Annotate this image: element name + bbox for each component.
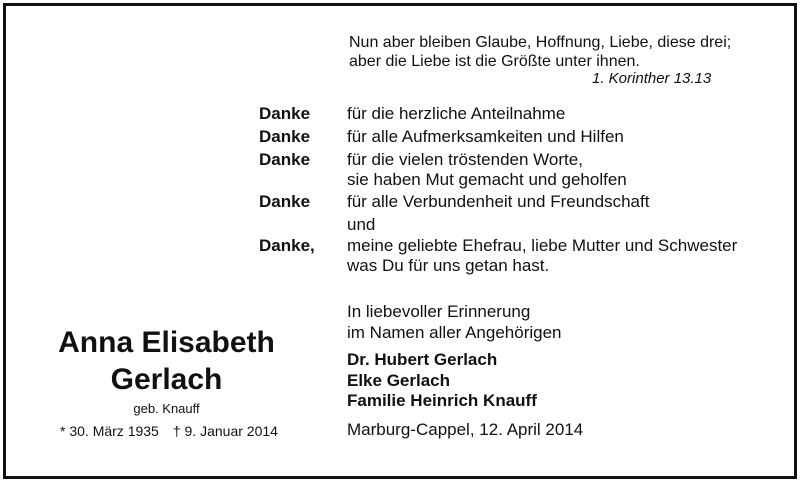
thanks-text-line: für alle Aufmerksamkeiten und Hilfen xyxy=(347,127,624,146)
thanks-keyword: Danke xyxy=(259,127,311,146)
thanks-text-line: sie haben Mut gemacht und geholfen xyxy=(347,170,627,189)
birth-date: * 30. März 1935 xyxy=(60,423,159,439)
thanks-text xyxy=(347,104,565,124)
thanks-text-line: für die vielen tröstenden Worte, xyxy=(347,150,583,169)
memorial-text xyxy=(347,301,562,343)
quote-line-1: Nun aber bleiben Glaube, Hoffnung, Liebe, diese drei; xyxy=(349,34,732,51)
bible-quote xyxy=(349,33,731,71)
thanks-text xyxy=(347,127,624,147)
thanks-text xyxy=(347,236,737,276)
thanks-keyword: Danke xyxy=(259,104,311,123)
thanks-text-line: für alle Verbundenheit und Freundschaft xyxy=(347,192,650,211)
place-date: Marburg-Cappel, 12. April 2014 xyxy=(347,420,584,439)
thanks-conjunction xyxy=(347,215,375,235)
death-date: † 9. Januar 2014 xyxy=(172,423,278,439)
thanks-text-line: und xyxy=(347,215,376,234)
memorial-line-1: In liebevoller Erinnerung xyxy=(347,302,531,321)
thanks-text xyxy=(347,150,627,190)
deceased-name-first: Anna Elisabeth xyxy=(58,326,275,359)
thanks-keyword: Danke xyxy=(259,192,311,211)
quote-line-2: aber die Liebe ist die Größte unter ihnen. xyxy=(349,53,640,70)
thanks-text-line: meine geliebte Ehefrau, liebe Mutter und Schwester xyxy=(347,236,738,255)
life-dates xyxy=(60,423,278,439)
signer-name: Familie Heinrich Knauff xyxy=(347,391,537,410)
quote-reference: 1. Korinther 13.13 xyxy=(592,70,712,87)
thanks-text-line: für die herzliche Anteilnahme xyxy=(347,104,566,123)
thanks-keyword: Danke, xyxy=(259,236,315,255)
signer-name: Dr. Hubert Gerlach xyxy=(347,350,498,369)
thanks-text-line: was Du für uns getan hast. xyxy=(347,256,550,275)
thanks-text xyxy=(347,192,649,212)
deceased-name-last: Gerlach xyxy=(110,363,223,396)
thanks-keyword: Danke xyxy=(259,150,311,169)
memorial-line-2: im Namen aller Angehörigen xyxy=(347,323,562,342)
signer-name: Elke Gerlach xyxy=(347,371,451,390)
maiden-name: geb. Knauff xyxy=(133,401,200,416)
